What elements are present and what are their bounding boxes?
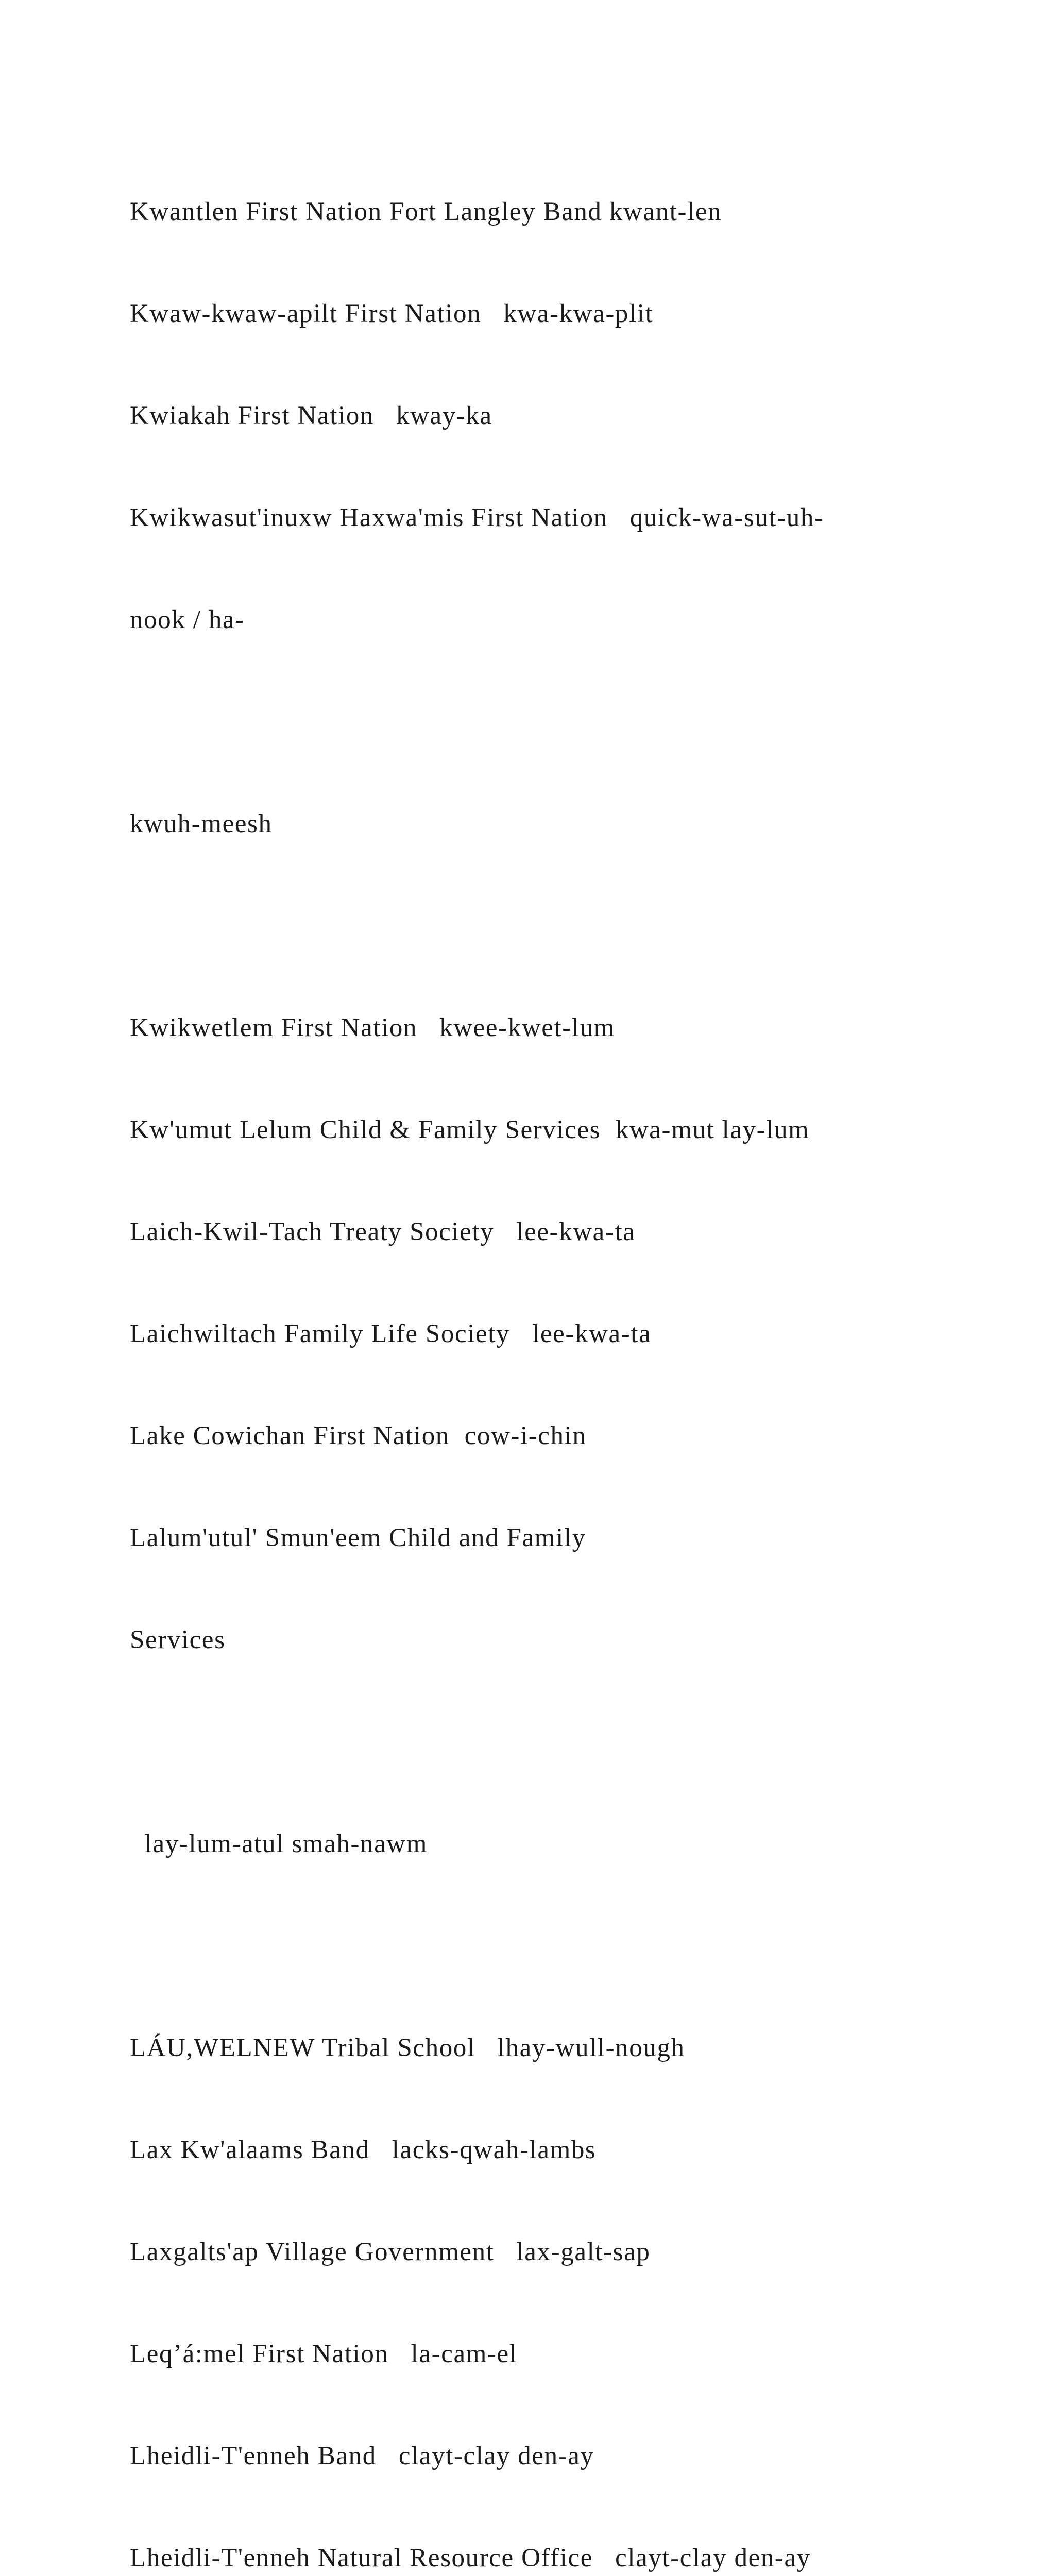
text-line: lay-lum-atul smah-nawm bbox=[130, 1829, 428, 1858]
text-line: Laich-Kwil-Tach Treaty Society lee-kwa-ta bbox=[130, 1217, 636, 1246]
text-line: Lheidli-T'enneh Band clayt-clay den-ay bbox=[130, 2442, 594, 2470]
text-line: Lax Kw'alaams Band lacks-qwah-lambs bbox=[130, 2136, 597, 2164]
text-line: LÁU,WELNEW Tribal School lhay-wull-nough bbox=[130, 2033, 685, 2062]
blank-line bbox=[130, 1929, 933, 1963]
text-line: Lalum'utul' Smun'eem Child and Family bbox=[130, 1523, 586, 1552]
blank-line bbox=[130, 1725, 933, 1759]
document-text bbox=[130, 127, 933, 2576]
text-line: Kwantlen First Nation Fort Langley Band kwant-len bbox=[130, 197, 722, 226]
text-line: kwuh-meesh bbox=[130, 809, 273, 838]
text-line: Services bbox=[130, 1625, 226, 1654]
text-line: nook / ha- bbox=[130, 605, 245, 634]
text-line: Kwikwetlem First Nation kwee-kwet-lum bbox=[130, 1013, 615, 1042]
text-line: Lheidli-T'enneh Natural Resource Office clayt-clay den-ay bbox=[130, 2544, 811, 2572]
text-line: Kwiakah First Nation kway-ka bbox=[130, 401, 492, 430]
text-line: Laichwiltach Family Life Society lee-kwa-ta bbox=[130, 1319, 652, 1348]
text-line: Kwaw-kwaw-apilt First Nation kwa-kwa-plit bbox=[130, 299, 654, 328]
text-line: Laxgalts'ap Village Government lax-galt-sap bbox=[130, 2238, 651, 2266]
text-line: Lake Cowichan First Nation cow-i-chin bbox=[130, 1421, 587, 1450]
text-line: Kwikwasut'inuxw Haxwa'mis First Nation quick-wa-sut-uh- bbox=[130, 503, 824, 532]
text-line: Leq’á:mel First Nation la-cam-el bbox=[130, 2340, 518, 2368]
blank-line bbox=[130, 909, 933, 943]
text-line: Kw'umut Lelum Child & Family Services kwa-mut lay-lum bbox=[130, 1115, 810, 1144]
blank-line bbox=[130, 705, 933, 739]
